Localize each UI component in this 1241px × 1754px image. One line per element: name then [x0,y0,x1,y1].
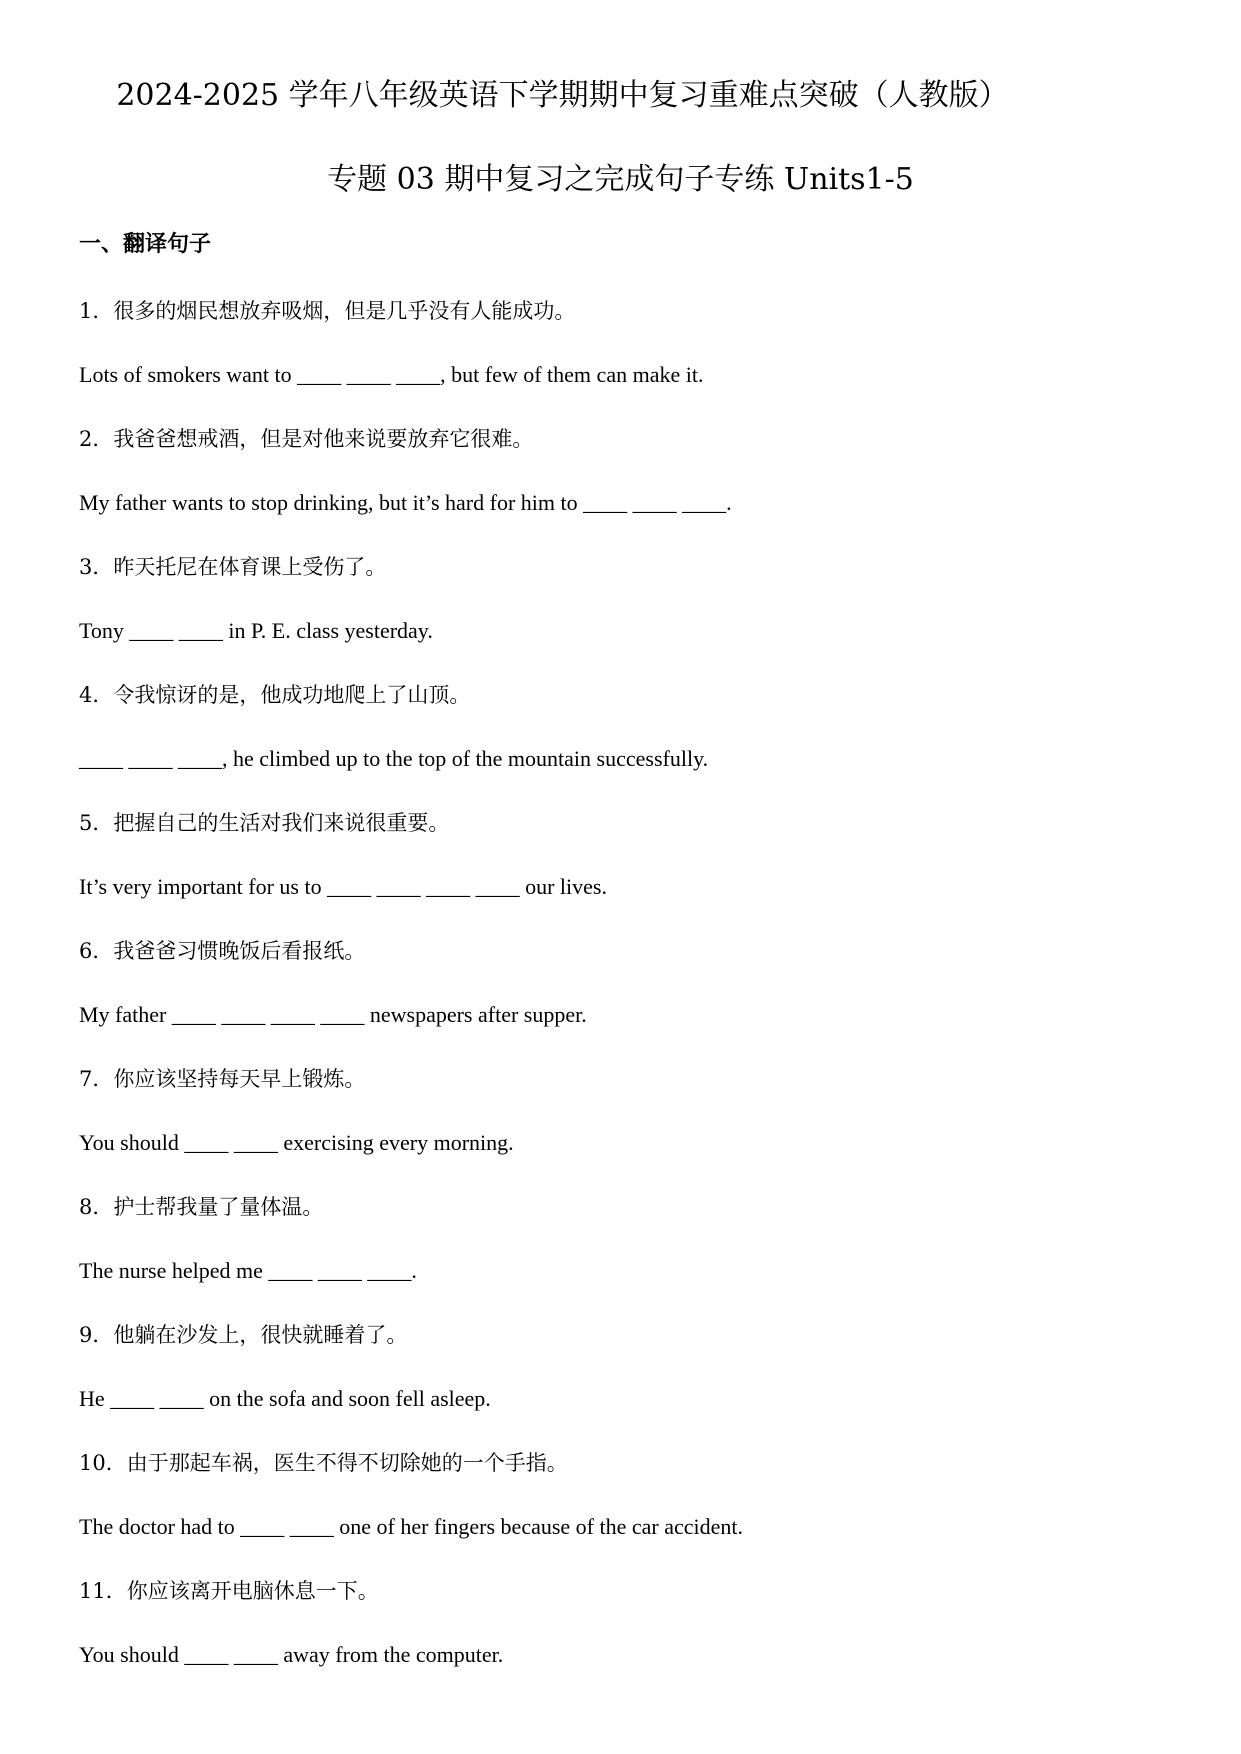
document-title: 2024-2025 学年八年级英语下学期期中复习重难点突破（人教版） [116,78,1009,113]
question-item [79,808,1159,902]
question-item [79,1448,1159,1542]
question-item [79,680,1159,774]
question-number: 2． [79,427,114,451]
question-chinese: 由于那起车祸，医生不得不切除她的一个手指。 [126,1451,568,1475]
question-english-sentence: Tony ____ ____ in P. E. class yesterday. [79,618,433,643]
question-item [79,1576,1159,1670]
question-number: 7． [79,1067,114,1091]
question-prompt [79,1448,1159,1478]
question-prompt [79,1192,1159,1222]
question-item [79,424,1159,518]
question-item [79,296,1159,390]
question-chinese: 把握自己的生活对我们来说很重要。 [113,811,450,835]
question-chinese: 很多的烟民想放弃吸烟，但是几乎没有人能成功。 [113,299,576,323]
question-english-sentence: My father ____ ____ ____ ____ newspapers after supper. [79,1002,587,1027]
question-prompt [79,1320,1159,1350]
question-number: 5． [79,811,114,835]
question-english-sentence: You should ____ ____ exercising every morning. [79,1130,514,1155]
question-item [79,1064,1159,1158]
question-chinese: 你应该离开电脑休息一下。 [126,1579,379,1603]
section-heading: 一、翻译句子 [79,232,212,257]
question-item [79,1320,1159,1414]
question-number: 6． [79,939,114,963]
question-item [79,936,1159,1030]
question-item [79,1192,1159,1286]
question-number: 1． [79,299,114,323]
document-subtitle: 专题 03 期中复习之完成句子专练 Units1-5 [327,162,914,197]
question-english-sentence: The doctor had to ____ ____ one of her fingers because of the car accident. [79,1514,744,1539]
question-english-sentence: ____ ____ ____, he climbed up to the top of the mountain successfully. [79,746,709,771]
question-number: 3． [79,555,114,579]
question-prompt [79,808,1159,838]
question-number: 11． [79,1579,127,1603]
question-prompt [79,1064,1159,1094]
question-chinese: 护士帮我量了量体温。 [113,1195,324,1219]
question-chinese: 我爸爸习惯晚饭后看报纸。 [113,939,366,963]
question-number: 8． [79,1195,114,1219]
question-prompt [79,552,1159,582]
question-number: 4． [79,683,114,707]
question-number: 10． [79,1451,127,1475]
question-english-sentence: You should ____ ____ away from the computer. [79,1642,504,1667]
question-chinese: 令我惊讶的是，他成功地爬上了山顶。 [113,683,471,707]
question-prompt [79,936,1159,966]
question-english-sentence: Lots of smokers want to ____ ____ ____, but few of them can make it. [79,362,704,387]
question-chinese: 我爸爸想戒酒，但是对他来说要放弃它很难。 [113,427,534,451]
question-prompt [79,680,1159,710]
question-english-sentence: He ____ ____ on the sofa and soon fell asleep. [79,1386,491,1411]
question-prompt [79,1576,1159,1606]
question-english-sentence: The nurse helped me ____ ____ ____. [79,1258,417,1283]
question-number: 9． [79,1323,114,1347]
question-chinese: 你应该坚持每天早上锻炼。 [113,1067,366,1091]
question-english-sentence: It’s very important for us to ____ ____ ____ ____ our lives. [79,874,607,899]
question-prompt [79,424,1159,454]
question-english-sentence: My father wants to stop drinking, but it’s hard for him to ____ ____ ____. [79,490,732,515]
question-prompt [79,296,1159,326]
question-chinese: 他躺在沙发上，很快就睡着了。 [113,1323,408,1347]
question-chinese: 昨天托尼在体育课上受伤了。 [113,555,387,579]
question-item [79,552,1159,646]
